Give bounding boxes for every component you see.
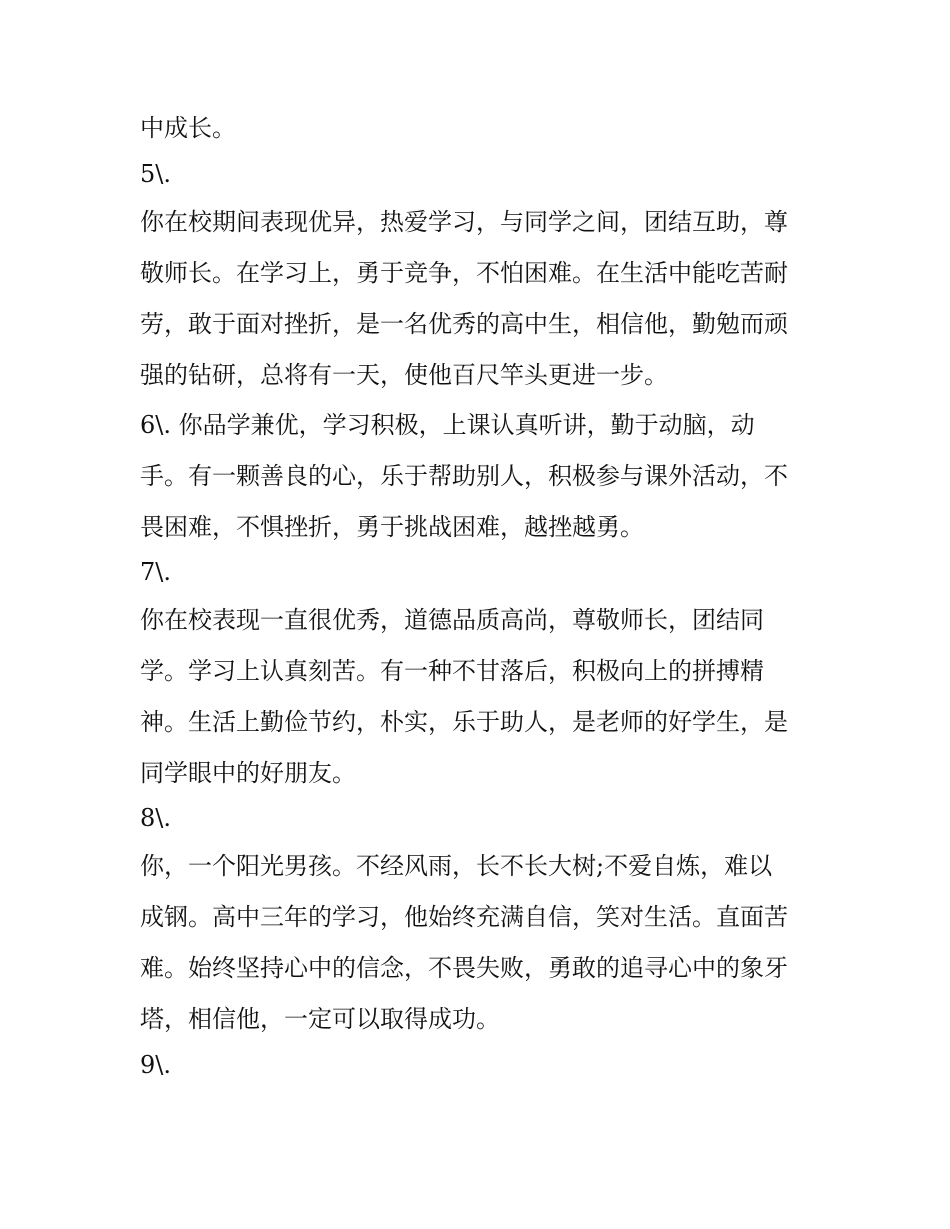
text-line: 难。始终坚持心中的信念，不畏失败，勇敢的追寻心中的象牙 [140, 954, 788, 982]
text-line: 你，一个阳光男孩。不经风雨，长不长大树;不爱自炼，难以 [140, 852, 773, 880]
text-line: 你在校期间表现优异，热爱学习，与同学之间，团结互助，尊 [140, 208, 788, 236]
text-line: 畏困难，不惧挫折，勇于挑战困难，越挫越勇。 [140, 513, 644, 541]
text-line: 神。生活上勤俭节约，朴实，乐于助人，是老师的好学生，是 [140, 708, 788, 736]
text-line: 劳，敢于面对挫折，是一名优秀的高中生，相信他，勤勉而顽 [140, 310, 788, 338]
item-number: 7\. [140, 558, 171, 586]
text-line: 强的钻研，总将有一天，使他百尺竿头更进一步。 [140, 361, 668, 389]
text-line: 敬师长。在学习上，勇于竞争，不怕困难。在生活中能吃苦耐 [140, 259, 788, 287]
item-number: 9\. [140, 1051, 171, 1079]
text-line: 6\. 你品学兼优，学习积极，上课认真听讲，勤于动脑，动 [140, 411, 755, 439]
item-number: 5\. [140, 160, 171, 188]
text-line: 中成长。 [140, 114, 236, 142]
text-line: 手。有一颗善良的心，乐于帮助别人，积极参与课外活动，不 [140, 462, 788, 490]
item-number: 8\. [140, 804, 171, 832]
text-line: 成钢。高中三年的学习，他始终充满自信，笑对生活。直面苦 [140, 903, 788, 931]
text-line: 塔，相信他，一定可以取得成功。 [140, 1005, 500, 1033]
text-line: 你在校表现一直很优秀，道德品质高尚，尊敬师长，团结同 [140, 606, 764, 634]
text-line: 同学眼中的好朋友。 [140, 759, 356, 787]
text-line: 学。学习上认真刻苦。有一种不甘落后，积极向上的拼搏精 [140, 657, 764, 685]
